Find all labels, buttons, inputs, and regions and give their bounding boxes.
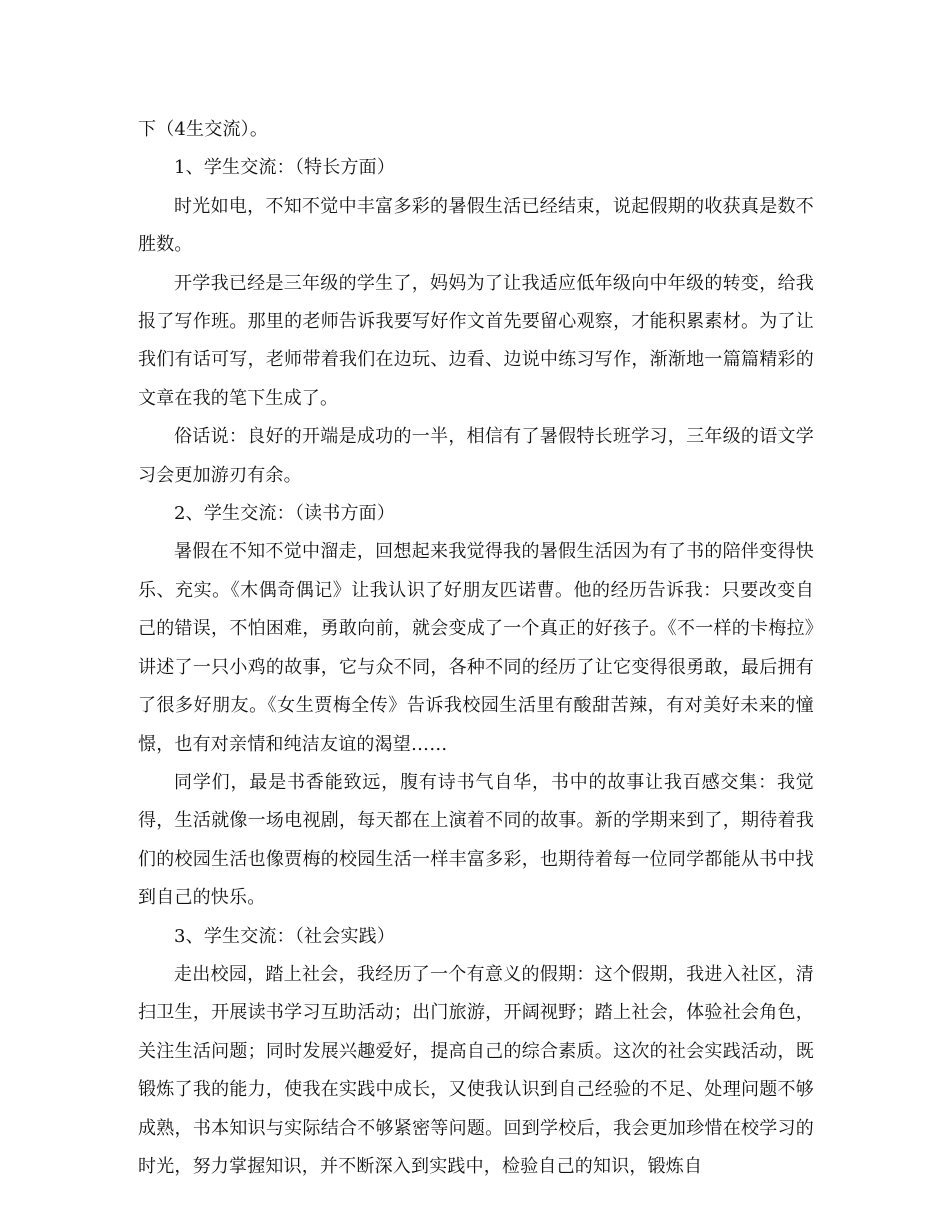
- paragraph: 暑假在不知不觉中溜走，回想起来我觉得我的暑假生活因为有了书的陪伴变得快乐、充实。《木偶奇偶记》让我认识了好朋友匹诺曹。他的经历告诉我：只要改变自己的错误，不怕困难，勇敢向前，就会变成了一个真正的好孩子。《不一样的卡梅拉》讲述了一只小鸡的故事，它与众不同，各种不同的经历了让它变得很勇敢，最后拥有了很多好朋友。《女生贾梅全传》告诉我校园生活里有酸甜苦辣，有对美好未来的憧憬，也有对亲情和纯洁友谊的渴望……: [138, 541, 814, 755]
- paragraph: 走出校园，踏上社会，我经历了一个有意义的假期：这个假期，我进入社区，清扫卫生，开展读书学习互助活动；出门旅游，开阔视野；踏上社会，体验社会角色，关注生活问题；同时发展兴趣爱好，提高自己的综合素质。这次的社会实践活动，既锻炼了我的能力，使我在实践中成长，又使我认识到自己经验的不足、处理问题不够成熟，书本知识与实际结合不够紧密等问题。回到学校后，我会更加珍惜在校学习的时光，努力掌握知识，并不断深入到实践中，检验自己的知识，锻炼自: [138, 963, 814, 1177]
- document-body: [138, 111, 814, 1186]
- paragraph: 开学我已经是三年级的学生了，妈妈为了让我适应低年级向中年级的转变，给我报了写作班。那里的老师告诉我要写好作文首先要留心观察，才能积累素材。为了让我们有话可写，老师带着我们在边玩、边看、边说中练习写作，渐渐地一篇篇精彩的文章在我的笔下生成了。: [138, 272, 814, 409]
- section-heading-talents: 1、学生交流：（特长方面）: [174, 157, 396, 179]
- paragraph: 同学们，最是书香能致远，腹有诗书气自华，书中的故事让我百感交集：我觉得，生活就像一场电视剧，每天都在上演着不同的故事。新的学期来到了，期待着我们的校园生活也像贾梅的校园生活一样丰富多彩，也期待着每一位同学都能从书中找到自己的快乐。: [138, 771, 814, 909]
- paragraph-intro-continued: 下（4生交流）。: [138, 119, 269, 140]
- paragraph: 俗话说：良好的开端是成功的一半，相信有了暑假特长班学习，三年级的语文学习会更加游刃有余。: [138, 426, 814, 486]
- paragraph: 时光如电，不知不觉中丰富多彩的暑假生活已经结束，说起假期的收获真是数不胜数。: [138, 195, 814, 256]
- section-heading-social-practice: 3、学生交流：（社会实践）: [174, 925, 396, 947]
- section-heading-reading: 2、学生交流：（读书方面）: [174, 503, 396, 525]
